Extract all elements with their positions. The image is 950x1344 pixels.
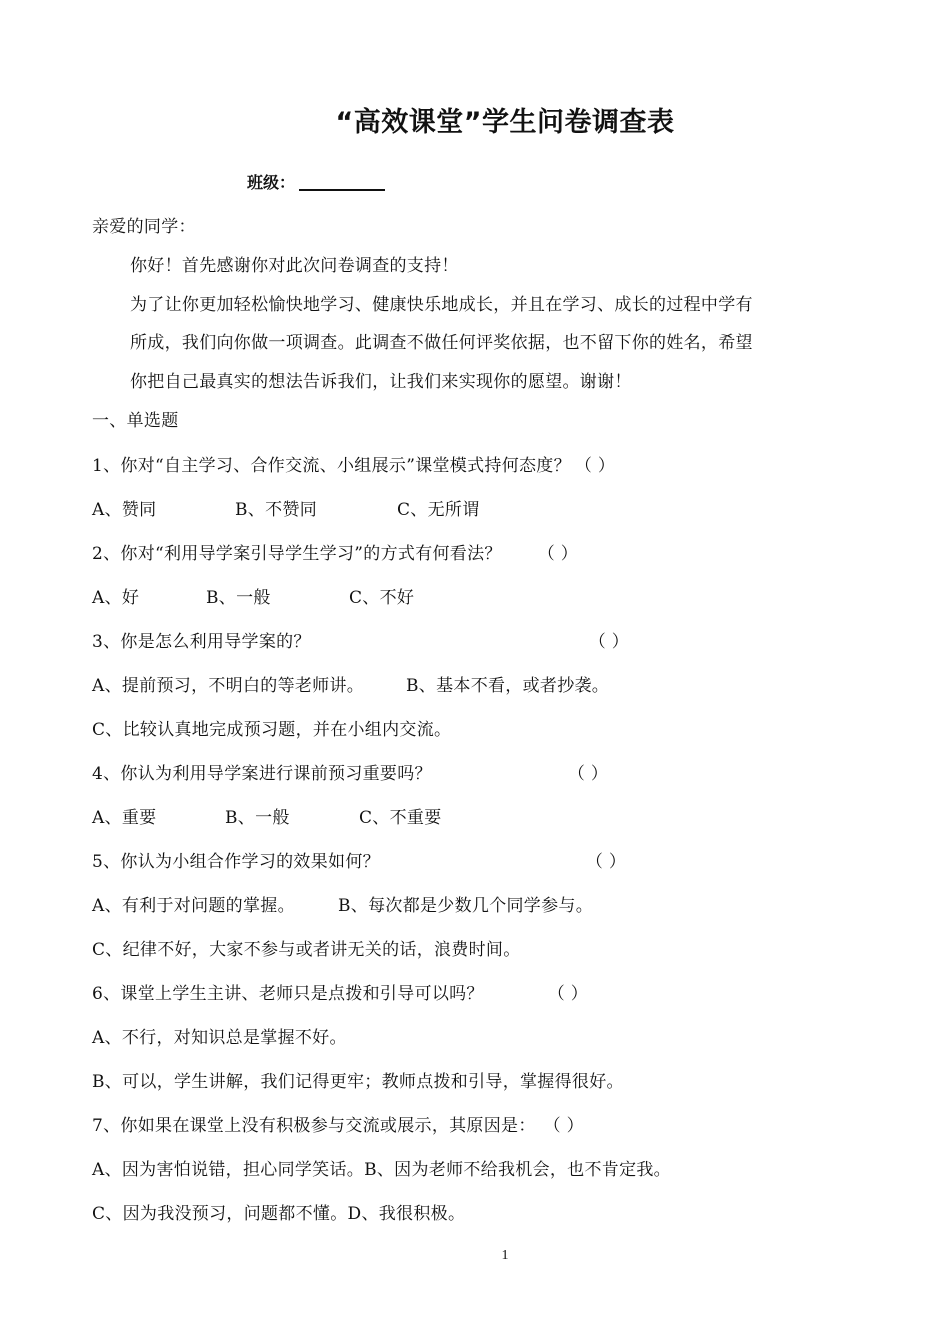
answer-parentheses: （ ） xyxy=(585,852,627,872)
intro-line-4: 你把自己最真实的想法告诉我们，让我们来实现你的愿望。谢谢！ xyxy=(130,372,632,392)
question-text: 7、你如果在课堂上没有积极参与交流或展示，其原因是： xyxy=(92,1116,536,1136)
question-text: 5、你认为小组合作学习的效果如何？ xyxy=(92,852,380,872)
answer-parentheses: （ ） xyxy=(574,456,616,476)
answer-parentheses: （ ） xyxy=(537,544,579,564)
question-2-options xyxy=(92,583,414,608)
answer-parentheses: （ ） xyxy=(547,984,589,1004)
option-b: B、每次都是少数几个同学参与。 xyxy=(338,896,593,916)
greeting: 亲爱的同学： xyxy=(92,217,196,237)
option-c: C、不好 xyxy=(349,588,415,608)
option-a: A、重要 xyxy=(92,808,157,828)
page-title: “高效课堂”学生问卷调查表 xyxy=(335,107,675,138)
question-7-options-cd xyxy=(92,1199,465,1224)
option-d: D、我很积极。 xyxy=(347,1204,466,1224)
question-1 xyxy=(92,451,615,476)
class-label: 班级： xyxy=(247,173,296,192)
option-b: B、不赞同 xyxy=(235,500,317,520)
option-a: A、有利于对问题的掌握。 xyxy=(92,896,295,916)
question-text: 1、你对“自主学习、合作交流、小组展示”课堂模式持何态度？ xyxy=(92,456,571,476)
class-field xyxy=(247,170,385,193)
question-3-options-ab xyxy=(92,671,609,696)
intro-line-2: 为了让你更加轻松愉快地学习、健康快乐地成长，并且在学习、成长的过程中学有 xyxy=(130,295,753,315)
question-6 xyxy=(92,979,588,1004)
question-3 xyxy=(92,627,629,652)
intro-line-3: 所成，我们向你做一项调查。此调查不做任何评奖依据，也不留下你的姓名，希望 xyxy=(130,333,753,353)
question-4-options xyxy=(92,803,442,828)
section-heading: 一、单选题 xyxy=(92,411,179,431)
option-a: A、因为害怕说错，担心同学笑话。 xyxy=(92,1160,365,1180)
question-6-option-a: A、不行，对知识总是掌握不好。 xyxy=(92,1028,347,1048)
option-c: C、无所谓 xyxy=(397,500,480,520)
option-a: A、提前预习，不明白的等老师讲。 xyxy=(92,676,365,696)
class-blank-line xyxy=(299,173,385,191)
question-5 xyxy=(92,847,626,872)
question-text: 2、你对“利用导学案引导学生学习”的方式有何看法？ xyxy=(92,544,502,564)
option-b: B、一般 xyxy=(206,588,271,608)
question-text: 4、你认为利用导学案进行课前预习重要吗？ xyxy=(92,764,432,784)
question-4 xyxy=(92,759,608,784)
question-text: 3、你是怎么利用导学案的？ xyxy=(92,632,311,652)
option-a: A、好 xyxy=(92,588,140,608)
question-text: 6、课堂上学生主讲、老师只是点拨和引导可以吗？ xyxy=(92,984,484,1004)
option-b: B、因为老师不给我机会，也不肯定我。 xyxy=(364,1160,671,1180)
question-7-options-ab xyxy=(92,1155,671,1180)
question-7 xyxy=(92,1111,584,1136)
page-number: 1 xyxy=(501,1248,509,1263)
answer-parentheses: （ ） xyxy=(543,1116,584,1136)
answer-parentheses: （ ） xyxy=(588,632,630,652)
option-b: B、一般 xyxy=(225,808,290,828)
question-5-options-ab xyxy=(92,891,593,916)
option-c: C、因为我没预习，问题都不懂。 xyxy=(92,1204,348,1224)
question-2 xyxy=(92,539,578,564)
option-a: A、赞同 xyxy=(92,500,157,520)
question-5-option-c: C、纪律不好，大家不参与或者讲无关的话，浪费时间。 xyxy=(92,940,521,960)
question-6-option-b: B、可以，学生讲解，我们记得更牢；教师点拨和引导，掌握得很好。 xyxy=(92,1072,624,1092)
question-3-option-c: C、比较认真地完成预习题，并在小组内交流。 xyxy=(92,720,452,740)
intro-line-1: 你好！首先感谢你对此次问卷调查的支持！ xyxy=(130,256,459,276)
option-c: C、不重要 xyxy=(359,808,442,828)
answer-parentheses: （ ） xyxy=(567,764,609,784)
option-b: B、基本不看，或者抄袭。 xyxy=(406,676,610,696)
question-1-options xyxy=(92,495,480,520)
